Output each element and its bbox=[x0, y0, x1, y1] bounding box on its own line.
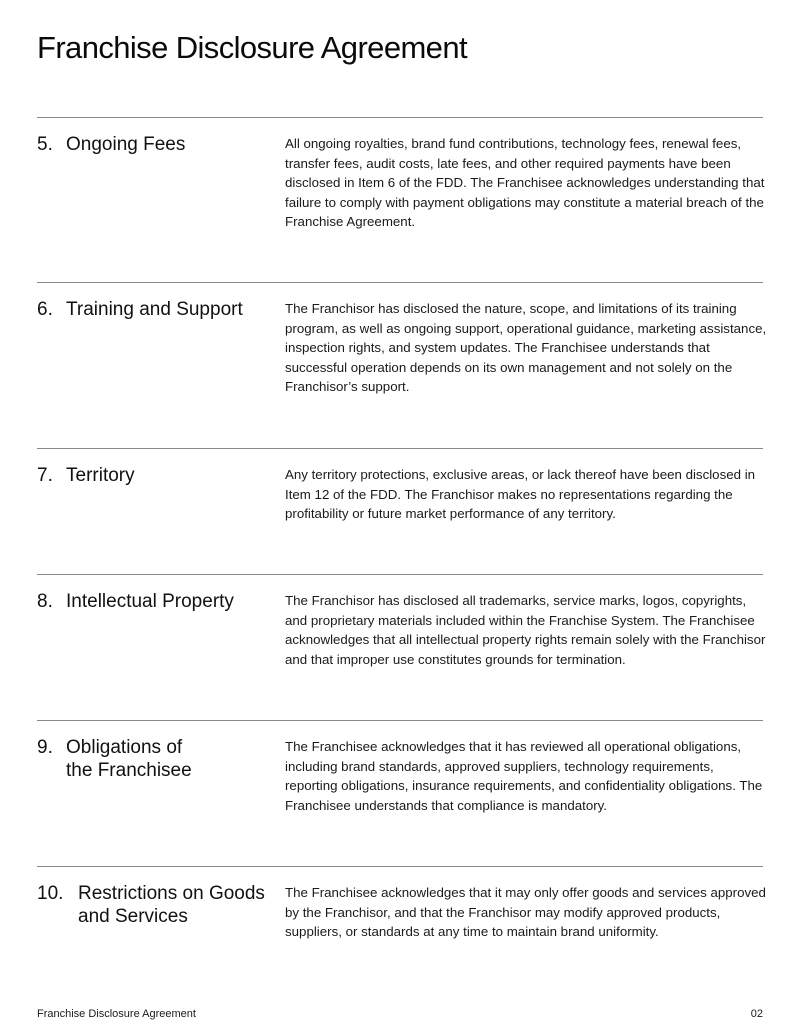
section-body: Any territory protections, exclusive areas, or lack thereof have been disclosed in Item 12 of the FDD. The Franchisor makes no representations regarding the profitability or future market performance of any territory. bbox=[285, 467, 756, 522]
section-training-and-support bbox=[37, 282, 767, 395]
section-ongoing-fees bbox=[37, 117, 765, 230]
section-number: 8. bbox=[37, 591, 53, 612]
section-title: Obligations of the Franchisee bbox=[66, 737, 192, 781]
section-territory bbox=[37, 448, 763, 522]
section-number: 5. bbox=[37, 134, 53, 155]
section-body: The Franchisor has disclosed all trademarks, service marks, logos, copyrights, and proprietary materials included within the Franchise System. The Franchisee acknowledges that all intellectual property rights remain solely with the Franchisor and that improper use constitutes grounds for termination. bbox=[285, 593, 766, 667]
section-number: 10. bbox=[37, 883, 64, 904]
section-title: Ongoing Fees bbox=[66, 134, 186, 155]
section-number: 9. bbox=[37, 737, 53, 758]
section-body: The Franchisee acknowledges that it has reviewed all operational obligations, including brand standards, approved suppliers, technology requirements, reporting obligations, insurance requirements, and confidentiality obligations. The Franchisee understands that compliance is mandatory. bbox=[285, 739, 763, 813]
section-body: The Franchisor has disclosed the nature, scope, and limitations of its training program, as well as ongoing support, operational guidance, marketing assistance, inspection rights, and system updates. The Franchisee understands that successful operation depends on its own management and not solely on the Franchisor’s support. bbox=[285, 301, 767, 395]
footer-page-number: 02 bbox=[750, 1008, 763, 1020]
section-obligations-of-franchisee bbox=[37, 720, 763, 813]
section-title: Training and Support bbox=[66, 299, 243, 320]
section-body: All ongoing royalties, brand fund contributions, technology fees, renewal fees, transfer fees, audit costs, late fees, and other required payments have been disclosed in Item 6 of the FDD. The Franchisee acknowledges understanding that failure to comply with payment obligations may constitute a material breach of the Franchise Agreement. bbox=[285, 136, 765, 230]
section-intellectual-property bbox=[37, 574, 766, 667]
section-title: Intellectual Property bbox=[66, 591, 234, 612]
section-body: The Franchisee acknowledges that it may only offer goods and services approved by the Franchisor, and that the Franchisor may modify approved products, suppliers, or standards at any time to maintain brand uniformity. bbox=[285, 885, 766, 940]
footer-document-name: Franchise Disclosure Agreement bbox=[37, 1008, 196, 1020]
section-number: 7. bbox=[37, 465, 53, 486]
section-number: 6. bbox=[37, 299, 53, 320]
section-title: Territory bbox=[66, 465, 135, 486]
page-title: Franchise Disclosure Agreement bbox=[37, 30, 467, 65]
section-title: Restrictions on Goods and Services bbox=[78, 883, 265, 927]
section-restrictions-on-goods-and-services bbox=[37, 866, 766, 940]
